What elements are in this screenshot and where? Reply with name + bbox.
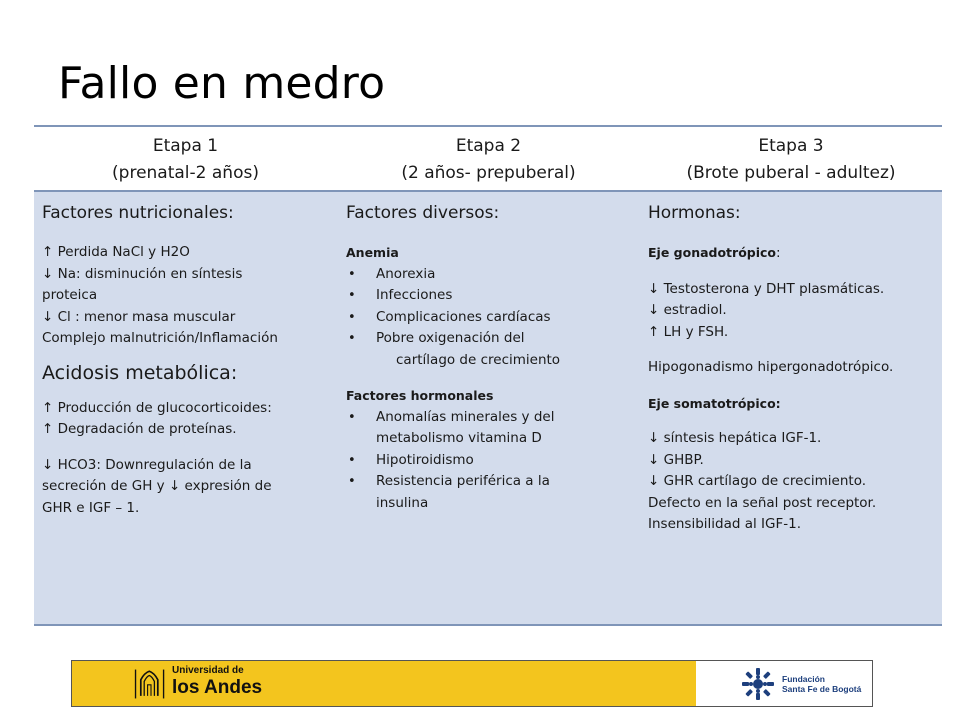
list-item: GHR e IGF – 1. bbox=[42, 499, 140, 516]
list-item: ↓ estradiol. bbox=[648, 302, 727, 318]
list-item: ↓ GHR cartílago de crecimiento. bbox=[648, 473, 867, 489]
nutritional-factors-heading: Factores nutricionales: bbox=[42, 203, 234, 223]
list-item: • Complicaciones cardíacas bbox=[346, 307, 636, 329]
list-item-line: • Hipotiroidismo bbox=[376, 451, 474, 468]
header-stage-2 bbox=[337, 133, 640, 187]
list-item-continuation: cartílago de crecimiento bbox=[396, 351, 561, 368]
header-stage-3-name: Etapa 3 bbox=[758, 136, 824, 156]
list-item: Hipogonadismo hipergonadotrópico. bbox=[648, 359, 894, 375]
list-item: Complejo malnutrición/Inflamación bbox=[42, 330, 278, 346]
list-item: ↑ LH y FSH. bbox=[648, 323, 729, 340]
universidad-de-los-andes-logo-icon bbox=[134, 665, 168, 703]
hormonal-factors-subheading: Factores hormonales bbox=[346, 388, 494, 403]
universidad-de-los-andes-wordmark bbox=[172, 665, 262, 699]
header-stage-1-name: Etapa 1 bbox=[152, 136, 219, 156]
list-item: ↓ GHBP. bbox=[648, 451, 704, 468]
hormones-heading: Hormonas: bbox=[648, 203, 741, 223]
stages-table bbox=[34, 125, 942, 626]
list-item: ↓ Na: disminución en síntesis bbox=[42, 265, 243, 282]
gonadotropic-axis-subheading bbox=[648, 242, 938, 265]
gonadotropic-axis-colon: : bbox=[776, 245, 781, 261]
footer-logo-bar bbox=[71, 660, 873, 707]
list-item bbox=[346, 450, 636, 472]
fundacion-santa-fe-wordmark bbox=[782, 674, 861, 694]
stage-2-cell bbox=[346, 202, 636, 514]
list-item-line: metabolismo vitamina D bbox=[376, 430, 542, 446]
list-item bbox=[346, 407, 636, 450]
slide-title: Fallo en medro bbox=[58, 58, 386, 109]
list-item: ↑ Degradación de proteínas. bbox=[42, 421, 237, 437]
list-item: • Infecciones bbox=[346, 285, 636, 307]
list-item-line: • Resistencia periférica a la bbox=[376, 473, 550, 489]
list-item: ↓ Cl : menor masa muscular bbox=[42, 308, 236, 325]
list-item: ↓ HCO3: Downregulación de la bbox=[42, 456, 252, 473]
header-stage-2-range: (2 años- prepuberal) bbox=[401, 163, 576, 183]
table-body-row bbox=[34, 192, 942, 626]
stage-3-cell bbox=[648, 202, 938, 536]
header-stage-2-name: Etapa 2 bbox=[455, 136, 522, 156]
gonadotropic-axis-label: Eje gonadotrópico bbox=[648, 245, 777, 260]
fsfb-line-1: Fundación bbox=[782, 674, 825, 684]
stage-1-cell bbox=[42, 202, 332, 519]
list-item: • Anorexia bbox=[346, 264, 636, 286]
header-stage-3-range: (Brote puberal - adultez) bbox=[686, 163, 896, 183]
list-item-line: • Anomalías minerales y del bbox=[376, 408, 555, 425]
list-item: Insensibilidad al IGF-1. bbox=[648, 516, 802, 532]
list-item: ↓ síntesis hepática IGF-1. bbox=[648, 430, 822, 446]
hormonal-factors-list bbox=[346, 407, 636, 515]
metabolic-acidosis-heading: Acidosis metabólica: bbox=[42, 361, 238, 384]
table-header-row bbox=[34, 125, 942, 192]
list-item-line: insulina bbox=[376, 494, 429, 511]
list-item: ↑ Producción de glucocorticoides: bbox=[42, 399, 272, 416]
list-item: secreción de GH y ↓ expresión de bbox=[42, 478, 272, 494]
list-item: ↑ Perdida NaCl y H2O bbox=[42, 244, 190, 260]
fsfb-line-2: Santa Fe de Bogotá bbox=[782, 684, 862, 694]
header-stage-3 bbox=[640, 133, 942, 187]
list-item: Defecto en la señal post receptor. bbox=[648, 494, 877, 511]
footer-yellow-band bbox=[72, 661, 696, 706]
fundacion-santa-fe-logo-icon bbox=[740, 666, 776, 702]
anemia-subheading: Anemia bbox=[346, 245, 399, 260]
header-stage-1-range: (prenatal-2 años) bbox=[112, 163, 259, 183]
list-item: proteica bbox=[42, 287, 98, 303]
header-stage-1 bbox=[34, 133, 337, 187]
diverse-factors-heading: Factores diversos: bbox=[346, 203, 500, 223]
somatotropic-axis-subheading: Eje somatotrópico: bbox=[648, 395, 781, 411]
list-item: ↓ Testosterona y DHT plasmáticas. bbox=[648, 280, 885, 297]
list-item bbox=[346, 471, 636, 514]
uandes-line-2: los Andes bbox=[172, 677, 263, 698]
uandes-line-1: Universidad de bbox=[172, 665, 244, 676]
list-item: • Pobre oxigenación del bbox=[346, 328, 636, 350]
anemia-list bbox=[346, 264, 636, 350]
